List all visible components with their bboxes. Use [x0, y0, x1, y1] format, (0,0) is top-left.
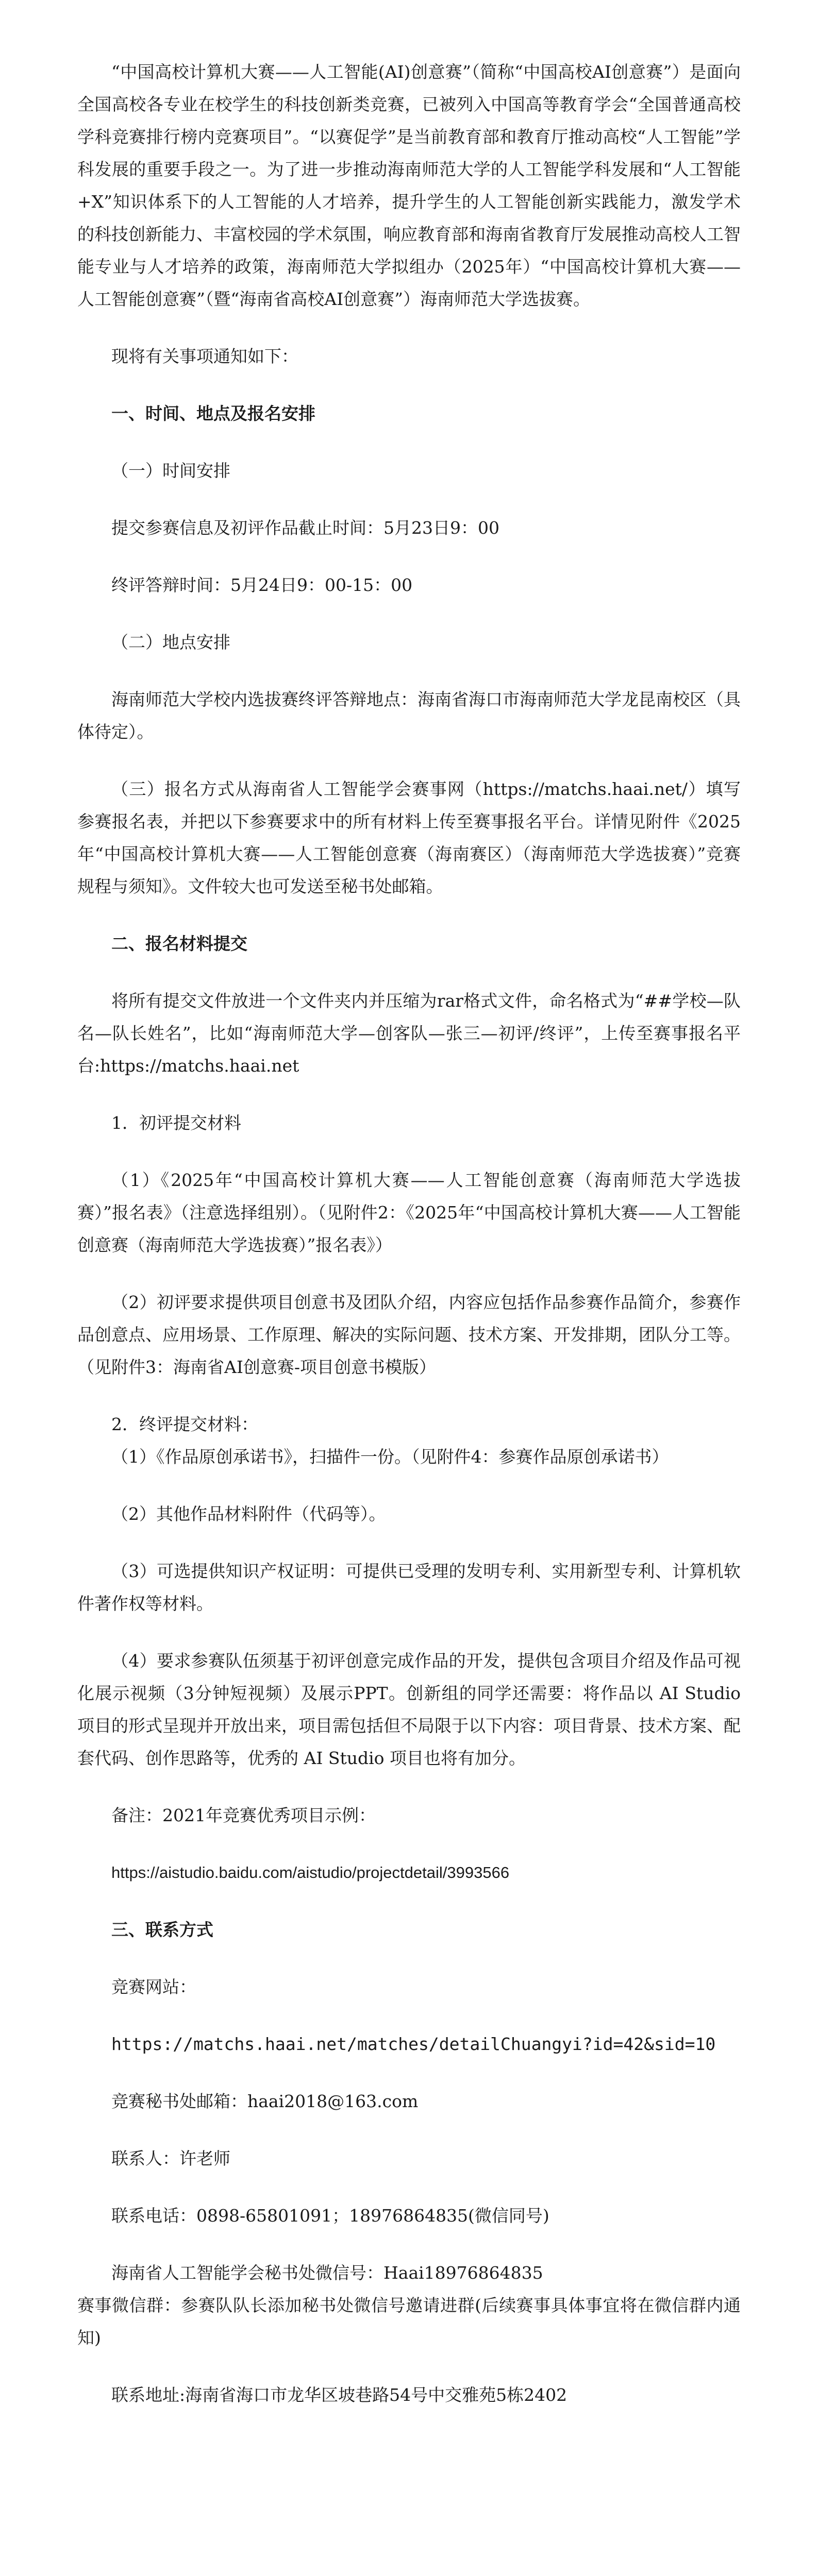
final-defense-time: 终评答辩时间：5月24日9：00-15：00 [111, 575, 413, 595]
section-1-title: 一、时间、地点及报名安排 [111, 403, 315, 423]
section-2-title: 二、报名材料提交 [111, 934, 247, 954]
note-label: 备注：2021年竞赛优秀项目示例： [111, 1805, 376, 1825]
final-item-1: （1）《作品原创承诺书》，扫描件一份。（见附件4：参赛作品原创承诺书） [111, 1447, 669, 1467]
contact-person: 联系人：许老师 [111, 2148, 230, 2168]
submission-instructions: 将所有提交文件放进一个文件夹内并压缩为rar格式文件，命名格式为“##学校—队名—队长姓名”，比如“海南师范大学—创客队—张三—初评/终评”，上传至赛事报名平台:https://matchs.haai.net [77, 991, 741, 1076]
intro-paragraph: “中国高校计算机大赛——人工智能(AI)创意赛”（简称“中国高校AI创意赛”）是面向全国高校各专业在校学生的科技创新类竞赛，已被列入中国高等教育学会“全国普通高校学科竞赛排行榜内竞赛项目”。“以赛促学”是当前教育部和教育厅推动高校“人工智能”学科发展的重要手段之一。为了进一步推动海南师范大学的人工智能学科发展和“人工智能+X”知识体系下的人工智能的人才培养，提升学生的人工智能创新实践能力，激发学术的科技创新能力、丰富校园的学术氛围，响应教育部和海南省教育厅发展推动高校人工智能专业与人才培养的政策，海南师范大学拟组办（2025年）“中国高校计算机大赛——人工智能创意赛”（暨“海南省高校AI创意赛”）海南师范大学选拔赛。 [77, 62, 741, 309]
initial-item-1: （1）《2025年“中国高校计算机大赛——人工智能创意赛（海南师范大学选拔赛）”报名表》（注意选择组别）。（见附件2：《2025年“中国高校计算机大赛——人工智能创意赛（海南师范大学选拔赛）”报名表》） [77, 1170, 741, 1255]
initial-materials-heading: 1．初评提交材料 [111, 1113, 241, 1133]
initial-item-2: （2）初评要求提供项目创意书及团队介绍，内容应包括作品参赛作品简介，参赛作品创意点、应用场景、工作原理、解决的实际问题、技术方案、开发排期，团队分工等。（见附件3：海南省AI创意赛-项目创意书模版） [77, 1292, 741, 1377]
submit-deadline: 提交参赛信息及初评作品截止时间：5月23日9：00 [111, 518, 499, 538]
website-link[interactable]: https://matchs.haai.net/matches/detailChuangyi?id=42&sid=10 [111, 2034, 716, 2054]
notice-line: 现将有关事项通知如下： [111, 346, 298, 366]
place-heading: （二）地点安排 [111, 632, 230, 652]
example-project-link[interactable]: https://aistudio.baidu.com/aistudio/projectdetail/3993566 [111, 1863, 510, 1882]
address-line: 联系地址:海南省海口市龙华区坡巷路54号中交雅苑5栋2402 [111, 2385, 567, 2405]
website-label: 竞赛网站： [111, 1977, 196, 1997]
registration-method: （三）报名方式从海南省人工智能学会赛事网（https://matchs.haai.net/）填写参赛报名表，并把以下参赛要求中的所有材料上传至赛事报名平台。详情见附件《2025年“中国高校计算机大赛——人工智能创意赛（海南赛区）（海南师范大学选拔赛）”竞赛规程与须知》。文件较大也可发送至秘书处邮箱。 [77, 779, 741, 896]
wechat-group: 赛事微信群：参赛队队长添加秘书处微信号邀请进群(后续赛事具体事宜将在微信群内通知) [77, 2295, 741, 2348]
phone-line: 联系电话：0898-65801091；18976864835(微信同号) [111, 2206, 549, 2226]
final-materials-heading: 2．终评提交材料： [111, 1414, 258, 1434]
wechat-id: 海南省人工智能学会秘书处微信号：Haai18976864835 [111, 2263, 543, 2283]
section-3-title: 三、联系方式 [111, 1920, 213, 1940]
time-heading: （一）时间安排 [111, 461, 230, 481]
final-item-3: （3）可选提供知识产权证明：可提供已受理的发明专利、实用新型专利、计算机软件著作权等材料。 [77, 1561, 741, 1614]
final-item-2: （2）其他作品材料附件（代码等）。 [111, 1504, 386, 1524]
place-text: 海南师范大学校内选拔赛终评答辩地点：海南省海口市海南师范大学龙昆南校区（具体待定）。 [77, 689, 741, 742]
email-line: 竞赛秘书处邮箱：haai2018@163.com [111, 2091, 419, 2111]
final-item-4: （4）要求参赛队伍须基于初评创意完成作品的开发，提供包含项目介绍及作品可视化展示视频（3分钟短视频）及展示PPT。创新组的同学还需要：将作品以 AI Studio 项目的形式呈现并开放出来，项目需包括但不局限于以下内容：项目背景、技术方案、配套代码、创作思路等，优秀的 AI Studio 项目也将有加分。 [77, 1651, 741, 1768]
